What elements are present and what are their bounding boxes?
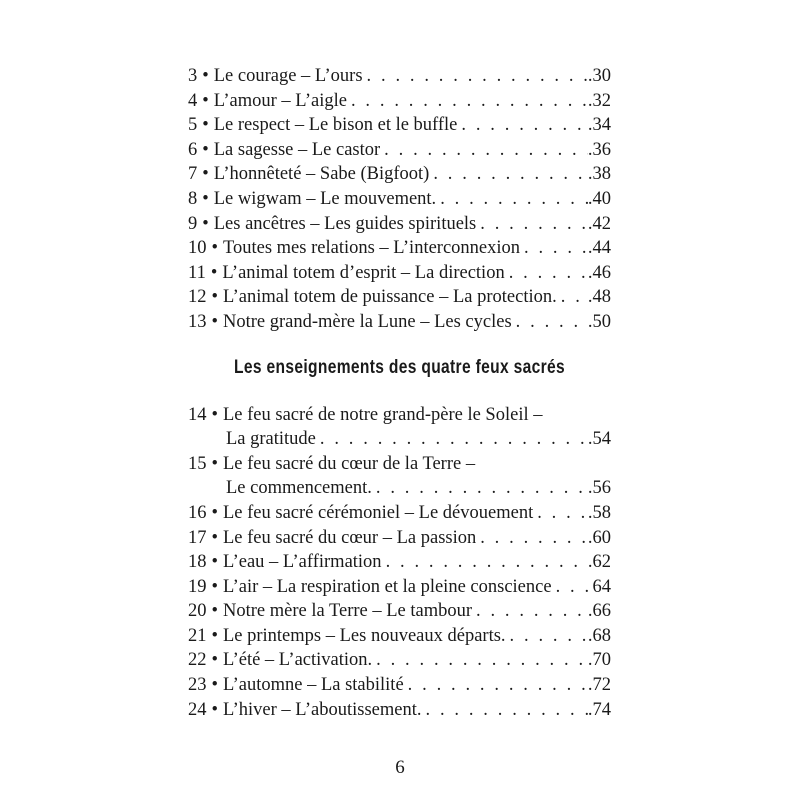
chapter-title: L’été – L’activation. [222,650,373,671]
chapter-number: 8 [188,188,198,209]
toc-entry [188,285,611,310]
toc-entry [188,310,611,335]
page-ref: .46 [587,262,611,283]
table-of-contents [188,64,611,722]
toc-part-1 [188,64,611,335]
chapter-number: 5 [188,115,198,136]
chapter-number: 14 [188,404,207,425]
chapter-number: 4 [188,90,198,111]
chapter-title: L’eau – L’affirmation [222,552,382,573]
chapter-title: Le respect – Le bison et le buffle [213,115,458,136]
bullet-separator: • [211,502,218,523]
chapter-number: 18 [188,552,207,573]
toc-entry [188,452,611,501]
chapter-number: 16 [188,502,207,523]
chapter-title: La sagesse – Le castor [213,139,381,160]
page-ref: .50 [587,311,611,332]
dot-leader [552,575,593,600]
chapter-title: L’animal totem de puissance – La protection. [222,287,557,308]
toc-entry-line [188,261,611,286]
chapter-title: Le feu sacré cérémoniel – Le dévouement [222,502,534,523]
page-ref: .34 [587,115,611,136]
chapter-number: 3 [188,66,198,86]
bullet-separator: • [211,576,218,597]
bullet-separator: • [202,115,209,136]
chapter-number: 15 [188,453,207,474]
dot-leader [472,599,588,624]
chapter-title: L’amour – L’aigle [213,90,347,111]
bullet-separator: • [210,262,218,283]
chapter-title: Le printemps – Les nouveaux départs. [222,625,506,646]
chapter-number: 11 [188,262,206,283]
dot-leader [372,648,588,673]
page-ref: .62 [587,552,611,573]
dot-leader [347,89,588,114]
page-ref: .54 [587,429,611,450]
chapter-title: La gratitude [226,429,316,450]
dot-leader [316,427,588,452]
page-ref: .36 [587,139,611,160]
bullet-separator: • [202,139,209,160]
chapter-title: L’hiver – L’aboutissement. [222,699,422,720]
toc-entry-line [188,310,611,335]
toc-entry-line [188,162,611,187]
page-ref: .56 [587,478,611,499]
toc-entry-line [188,212,611,237]
chapter-title: L’automne – La stabilité [222,675,404,696]
bullet-separator: • [211,287,218,308]
toc-entry [188,64,611,89]
page-ref: .44 [587,238,611,259]
dot-leader [505,261,588,286]
chapter-title: Le wigwam – Le mouvement. [213,188,437,209]
toc-entry-line [188,599,611,624]
bullet-separator: • [202,213,209,234]
toc-entry [188,113,611,138]
chapter-number: 24 [188,699,207,720]
chapter-number: 21 [188,625,207,646]
dot-leader [533,501,588,526]
dot-leader [382,550,588,575]
toc-entry-line [188,526,611,551]
toc-entry [188,624,611,649]
toc-entry [188,212,611,237]
toc-entry-line [188,187,611,212]
dot-leader [476,212,588,237]
bullet-separator: • [211,625,218,646]
bullet-separator: • [211,650,218,671]
chapter-title: Notre grand-mère la Lune – Les cycles [222,311,512,332]
toc-entry [188,575,611,600]
bullet-separator: • [211,552,218,573]
chapter-number: 10 [188,238,207,259]
toc-entry-line [188,89,611,114]
page-ref: .66 [587,601,611,622]
chapter-title: Toutes mes relations – L’interconnexion [222,238,521,259]
page-ref: .32 [587,90,611,111]
toc-entry [188,403,611,452]
bullet-separator: • [211,527,218,548]
toc-entry [188,162,611,187]
toc-entry [188,550,611,575]
dot-leader [372,476,588,501]
chapter-title: Le courage – L’ours [213,66,363,86]
toc-entry-line [188,427,611,452]
chapter-number: 17 [188,527,207,548]
bullet-separator: • [202,188,209,209]
bullet-separator: • [211,311,218,332]
dot-leader [506,624,588,649]
toc-entry [188,261,611,286]
page-number: 6 [395,757,405,778]
bullet-separator: • [211,453,218,474]
dot-leader [557,285,588,310]
toc-entry [188,138,611,163]
toc-part-2 [188,403,611,723]
dot-leader [457,113,587,138]
dot-leader [429,162,588,187]
bullet-separator: • [211,675,218,696]
page-ref: 64 [592,576,611,597]
toc-entry [188,648,611,673]
page-ref: .40 [587,188,611,209]
page-ref: .70 [587,650,611,671]
chapter-number: 13 [188,311,207,332]
bullet-separator: • [211,238,218,259]
bullet-separator: • [211,699,218,720]
toc-entry [188,673,611,698]
page-ref: .30 [587,66,611,86]
chapter-title: Notre mère la Terre – Le tambour [222,601,473,622]
chapter-title: L’air – La respiration et la pleine conscience [222,576,552,597]
chapter-title: Le feu sacré de notre grand-père le Soleil – [222,404,543,425]
page-ref: .48 [587,287,611,308]
section-heading: Les enseignements des quatre feux sacrés [234,356,565,378]
chapter-title: Le feu sacré du cœur – La passion [222,527,477,548]
toc-entry [188,236,611,261]
toc-entry-line [188,113,611,138]
page-ref: .58 [587,502,611,523]
chapter-number: 7 [188,164,198,185]
chapter-title: Le commencement. [226,478,372,499]
toc-entry-line [188,648,611,673]
toc-entry [188,187,611,212]
chapter-number: 12 [188,287,207,308]
toc-entry-line [188,452,611,477]
toc-entry [188,501,611,526]
chapter-number: 19 [188,576,207,597]
toc-entry-line [188,476,611,501]
toc-entry-line [188,236,611,261]
dot-leader [422,698,588,723]
chapter-number: 20 [188,601,207,622]
toc-entry-line [188,673,611,698]
dot-leader [363,64,588,89]
chapter-title: Les ancêtres – Les guides spirituels [213,213,477,234]
toc-entry-line [188,138,611,163]
chapter-number: 22 [188,650,207,671]
page-ref: .42 [587,213,611,234]
toc-entry-line [188,624,611,649]
toc-entry-line [188,64,611,89]
toc-entry [188,698,611,723]
page-ref: .60 [587,527,611,548]
chapter-number: 6 [188,139,198,160]
chapter-title: Le feu sacré du cœur de la Terre – [222,453,476,474]
bullet-separator: • [202,66,209,86]
toc-entry-line [188,550,611,575]
dot-leader [520,236,588,261]
chapter-title: L’animal totem d’esprit – La direction [222,262,505,283]
page-ref: .74 [587,699,611,720]
dot-leader [404,673,588,698]
chapter-title: L’honnêteté – Sabe (Bigfoot) [213,164,430,185]
toc-entry-line [188,403,611,428]
toc-entry [188,89,611,114]
dot-leader [380,138,588,163]
chapter-number: 23 [188,675,207,696]
toc-entry-line [188,575,611,600]
bullet-separator: • [211,404,218,425]
dot-leader [476,526,588,551]
bullet-separator: • [202,164,209,185]
toc-entry-line [188,285,611,310]
page-ref: .68 [587,625,611,646]
dot-leader [512,310,588,335]
page-ref: .38 [587,164,611,185]
page-ref: .72 [587,675,611,696]
toc-entry [188,599,611,624]
dot-leader [436,187,588,212]
bullet-separator: • [211,601,218,622]
toc-entry [188,526,611,551]
toc-entry-line [188,501,611,526]
bullet-separator: • [202,90,209,111]
toc-entry-line [188,698,611,723]
chapter-number: 9 [188,213,198,234]
